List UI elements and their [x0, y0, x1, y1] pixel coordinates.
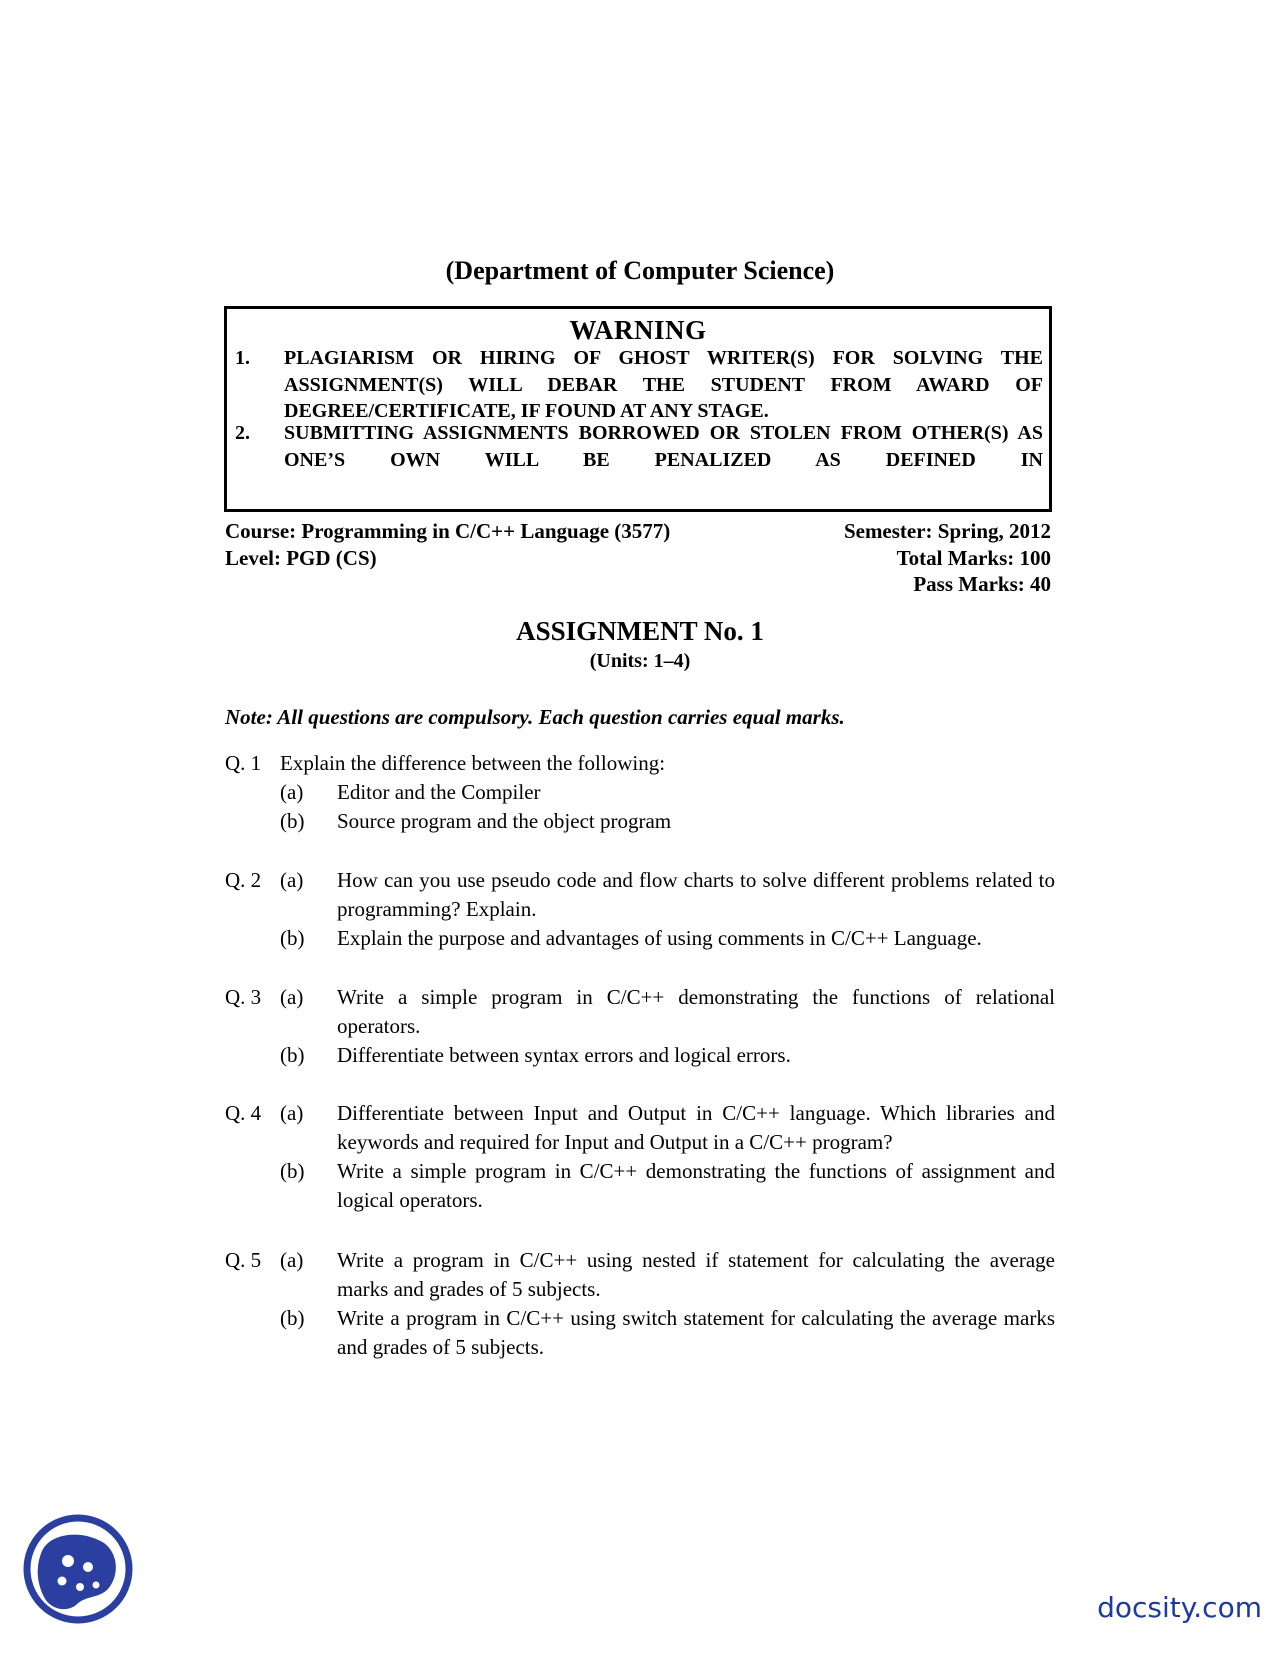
- question-4: [225, 1099, 1055, 1215]
- question-label: Q. 4: [225, 1101, 262, 1125]
- warning-box: [224, 306, 1052, 512]
- part-label: (a): [280, 780, 304, 804]
- question-intro: Explain the difference between the following:: [280, 751, 666, 775]
- question-label: Q. 2: [225, 868, 262, 892]
- pass-marks: Pass Marks: 40: [913, 572, 1051, 596]
- assignment-title: ASSIGNMENT No. 1: [516, 616, 764, 646]
- warning-item-2: [235, 420, 1043, 473]
- course-info: [225, 518, 670, 571]
- part-label: (b): [280, 1159, 305, 1183]
- warning-item-1: [235, 345, 1043, 425]
- question-part: [225, 1157, 1055, 1215]
- docsity-logo-graphic: [22, 1513, 134, 1625]
- total-marks: Total Marks: 100: [896, 545, 1051, 570]
- question-label: Q. 1: [225, 751, 262, 775]
- part-text: Write a program in C/C++ using nested if statement for calculating the average marks and grades of 5 subjects.: [337, 1248, 1055, 1301]
- part-text: Source program and the object program: [337, 809, 672, 833]
- question-part: [225, 1041, 1055, 1070]
- part-text: Write a simple program in C/C++ demonstrating the functions of assignment and logical operators.: [337, 1159, 1055, 1212]
- warning-item-number: 1.: [235, 347, 250, 369]
- question-part: [225, 1099, 1055, 1157]
- question-3: [225, 983, 1055, 1070]
- part-label: (a): [280, 985, 304, 1009]
- part-text: Editor and the Compiler: [337, 780, 541, 804]
- assignment-units: (Units: 1–4): [589, 650, 691, 672]
- question-part: [225, 924, 1055, 953]
- marks-info: [844, 518, 1051, 598]
- question-part: [225, 807, 1055, 836]
- docsity-logo-icon[interactable]: [22, 1513, 134, 1625]
- part-label: (a): [280, 868, 304, 892]
- instructions-note: Note: All questions are compulsory. Each question carries equal marks.: [225, 705, 845, 729]
- part-label: (a): [280, 1101, 304, 1125]
- question-part: [225, 778, 1055, 807]
- course-name: Course: Programming in C/C++ Language (3577): [225, 519, 671, 543]
- warning-item-number: 2.: [235, 422, 250, 444]
- course-level: Level: PGD (CS): [225, 545, 377, 570]
- part-label: (a): [280, 1248, 304, 1272]
- question-part: [225, 983, 1055, 1041]
- department-heading: (Department of Computer Science): [445, 256, 835, 285]
- question-5: [225, 1246, 1055, 1362]
- question-part: [225, 1304, 1055, 1362]
- part-text: How can you use pseudo code and flow charts to solve different problems related to programming? Explain.: [337, 868, 1055, 921]
- part-text: Differentiate between Input and Output in C/C++ language. Which libraries and keywords and required for Input and Output in a C/C++ program?: [337, 1101, 1055, 1154]
- part-text: Write a program in C/C++ using switch statement for calculating the average marks and grades of 5 subjects.: [337, 1306, 1055, 1359]
- warning-title: WARNING: [569, 315, 707, 345]
- part-label: (b): [280, 1043, 305, 1067]
- question-label: Q. 5: [225, 1248, 262, 1272]
- question-part: [225, 1246, 1055, 1304]
- part-text: Differentiate between syntax errors and logical errors.: [337, 1043, 791, 1067]
- part-text: Explain the purpose and advantages of using comments in C/C++ Language.: [337, 926, 982, 950]
- semester: Semester: Spring, 2012: [843, 519, 1051, 543]
- question-1: [225, 749, 1055, 836]
- part-label: (b): [280, 926, 305, 950]
- question-label: Q. 3: [225, 985, 262, 1009]
- question-2: [225, 866, 1055, 953]
- warning-item-text: SUBMITTING ASSIGNMENTS BORROWED OR STOLEN FROM OTHER(S) AS ONE’S OWN WILL BE PENALIZED AS DEFINED IN: [284, 422, 1043, 471]
- part-label: (b): [280, 1306, 305, 1330]
- part-label: (b): [280, 809, 305, 833]
- warning-item-text: PLAGIARISM OR HIRING OF GHOST WRITER(S) FOR SOLVING THE ASSIGNMENT(S) WILL DEBAR THE STUDENT FROM AWARD OF DEGREE/CERTIFICATE, IF FOUND AT ANY STAGE.: [284, 347, 1043, 422]
- docsity-brand-link[interactable]: docsity.com: [1097, 1591, 1262, 1624]
- question-part: [225, 866, 1055, 924]
- part-text: Write a simple program in C/C++ demonstrating the functions of relational operators.: [337, 985, 1055, 1038]
